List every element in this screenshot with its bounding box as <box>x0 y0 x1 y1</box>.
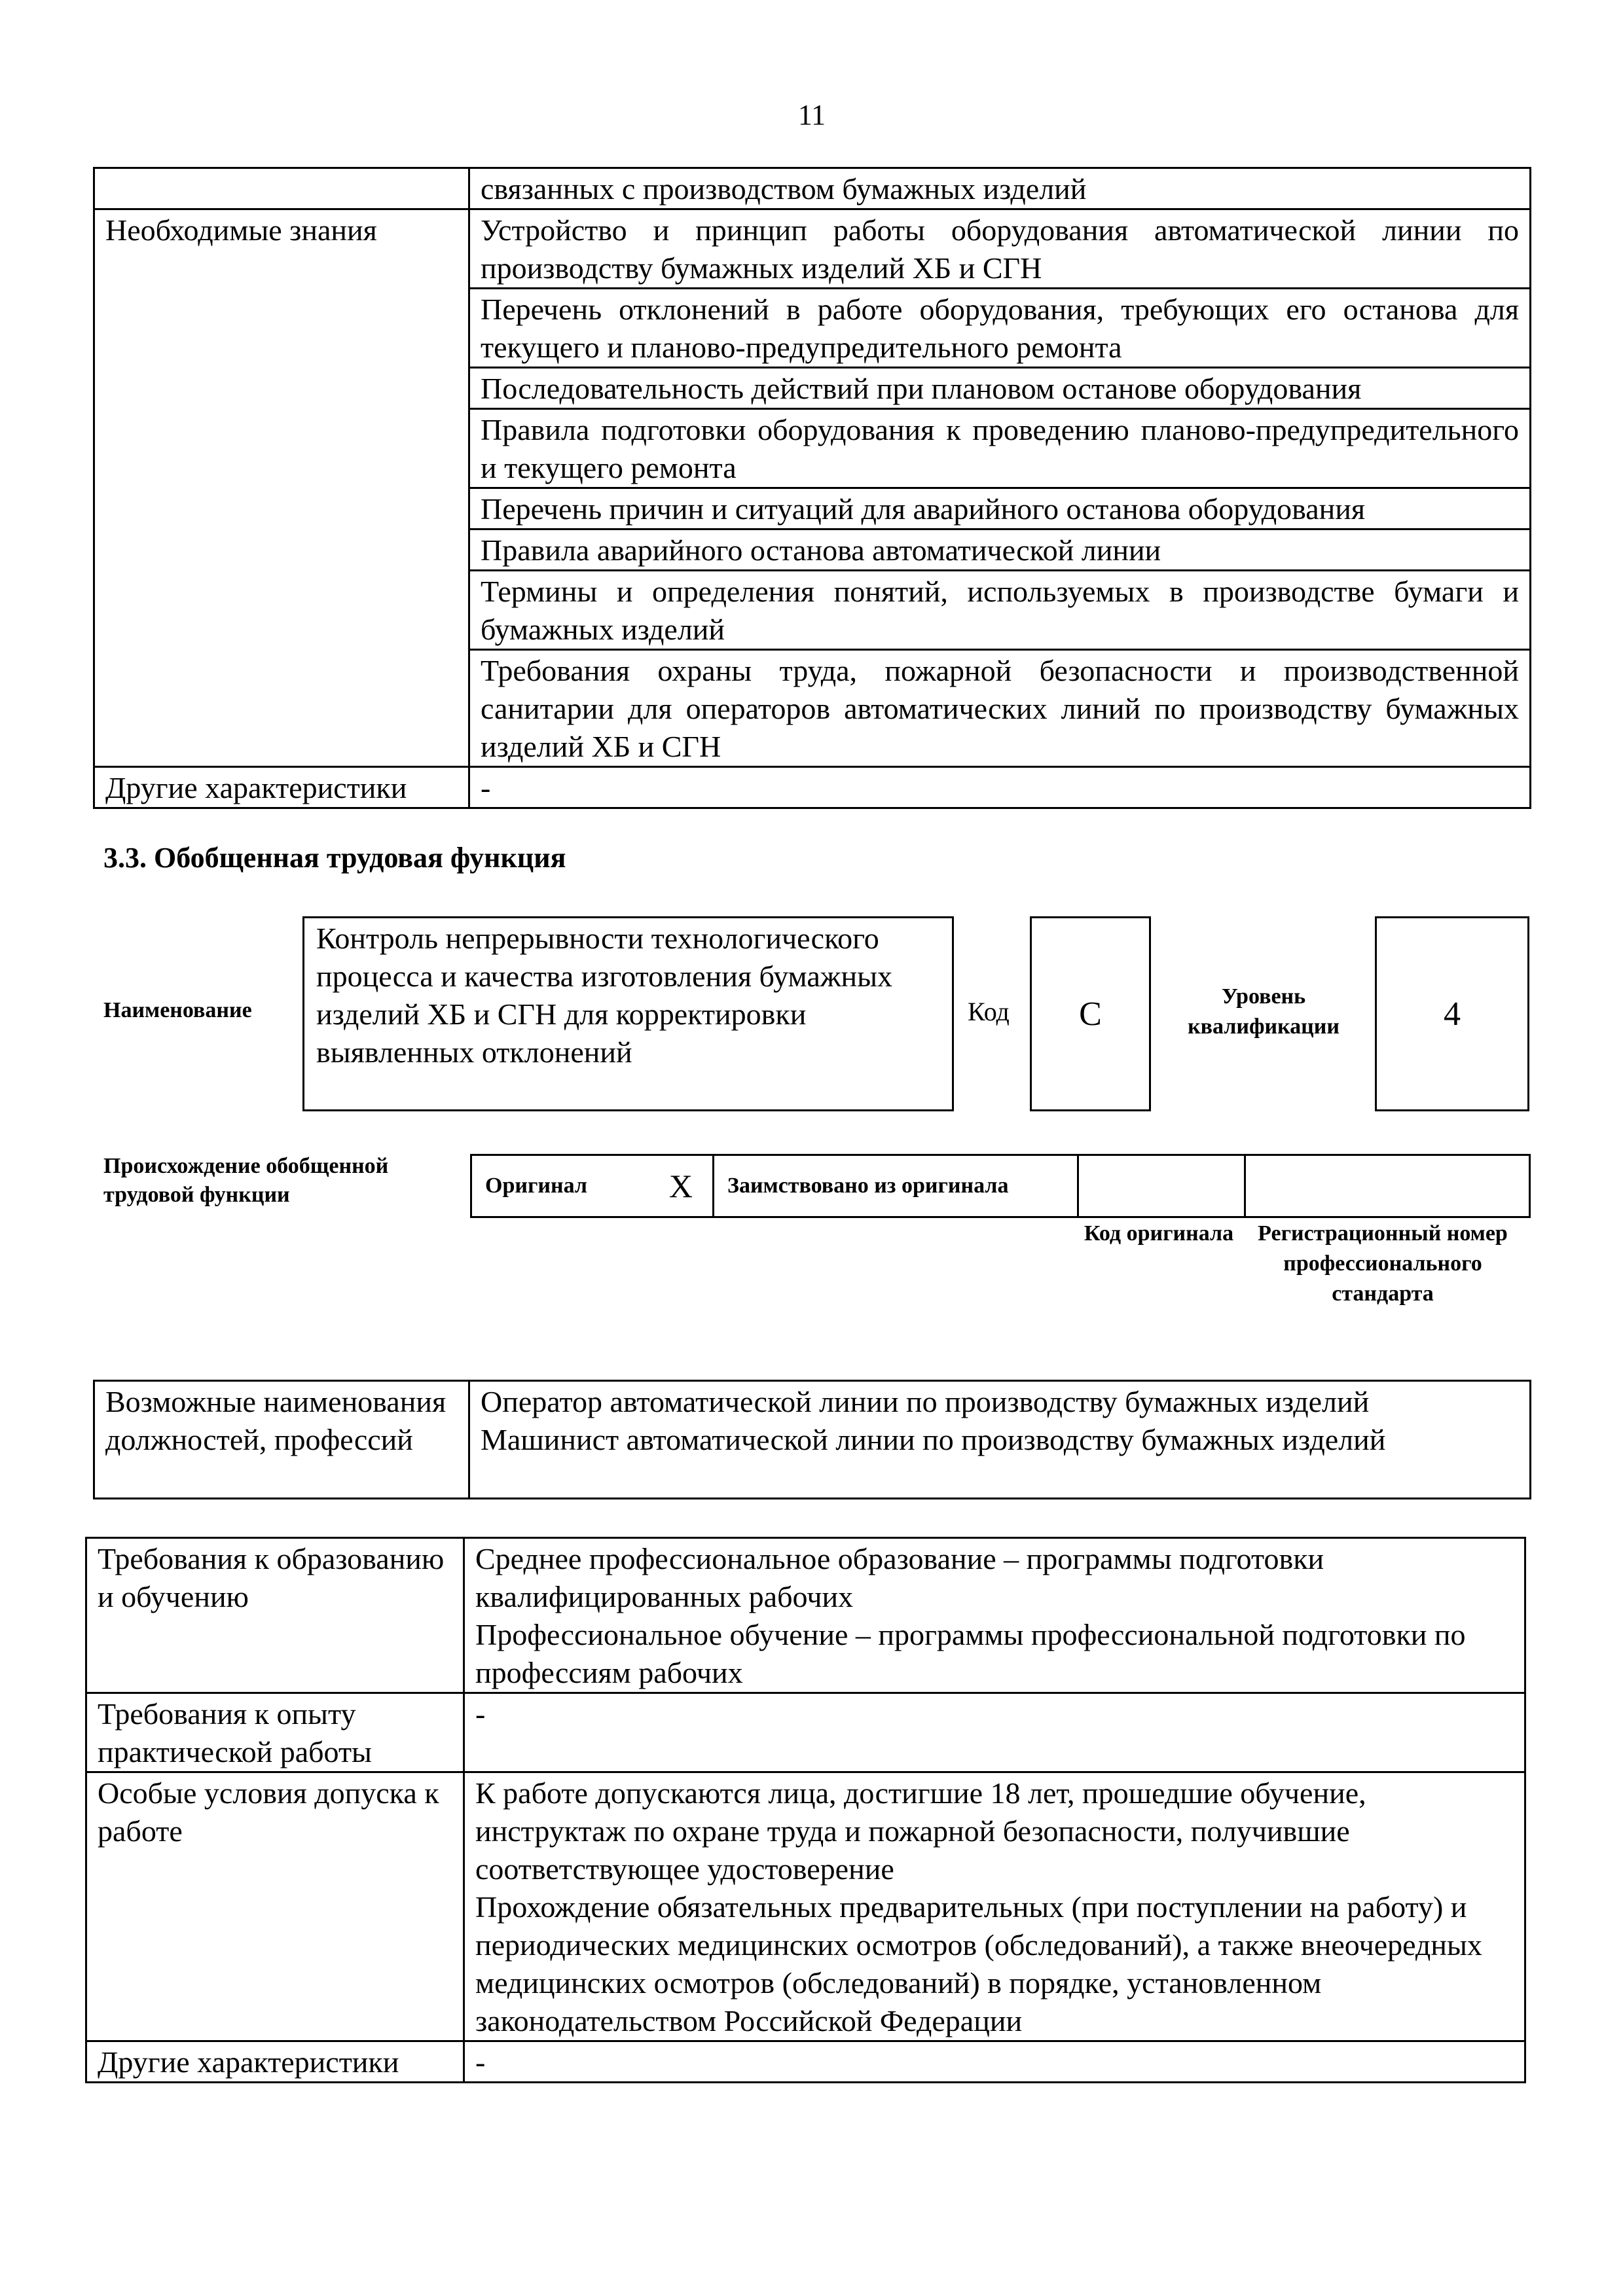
row-value: - <box>469 767 1531 808</box>
function-name-box: Контроль непрерывности технологического процесса и качества изготовления бумажных изделий ХБ и СГН для корректировки выявленных отклонений <box>302 916 954 1111</box>
table-row <box>86 1538 1525 1693</box>
section-heading: 3.3. Обобщенная трудовая функция <box>103 842 566 874</box>
level-value-box: 4 <box>1375 916 1529 1111</box>
requirement-line: К работе допускаются лица, достигшие 18 лет, прошедшие обучение, инструктаж по охране труда и пожарной безопасности, получившие соответствующее удостоверение <box>475 1776 1366 1886</box>
position-item: Оператор автоматической линии по производству бумажных изделий <box>481 1385 1370 1418</box>
page-number: 11 <box>797 99 826 131</box>
table-row <box>94 767 1531 808</box>
requirement-line: Профессиональное обучение – программы профессиональной подготовки по профессиям рабочих <box>475 1618 1466 1689</box>
row-value: - <box>464 2041 1525 2083</box>
original-label: Оригинал <box>485 1174 587 1198</box>
row-label: Требования к образованию и обучению <box>86 1538 464 1693</box>
table-row <box>86 1693 1525 1772</box>
code-label: Код <box>968 997 1010 1026</box>
row-value: Перечень отклонений в работе оборудования, требующих его останова для текущего и планово-предупредительного ремонта <box>469 289 1531 368</box>
row-label: Возможные наименования должностей, профессий <box>94 1381 469 1499</box>
row-value <box>469 1381 1531 1499</box>
row-value: Правила аварийного останова автоматической линии <box>469 529 1531 571</box>
borrowed-label: Заимствовано из оригинала <box>727 1174 1009 1198</box>
row-value: Устройство и принцип работы оборудования автоматической линии по производству бумажных изделий ХБ и СГН <box>469 209 1531 289</box>
row-value <box>464 1772 1525 2041</box>
positions-table <box>93 1380 1531 1499</box>
row-label: Требования к опыту практической работы <box>86 1693 464 1772</box>
table-row <box>94 1381 1531 1499</box>
original-cell <box>472 1156 714 1216</box>
row-value: Перечень причин и ситуаций для аварийного останова оборудования <box>469 488 1531 529</box>
table-row <box>86 1772 1525 2041</box>
origin-row <box>470 1154 1531 1218</box>
row-value: связанных с производством бумажных изделий <box>469 168 1531 209</box>
row-value: - <box>464 1693 1525 1772</box>
reg-number-cell <box>1246 1156 1529 1216</box>
original-mark: X <box>668 1168 693 1204</box>
code-value-box: С <box>1030 916 1151 1111</box>
row-value: Термины и определения понятий, используемых в производстве бумаги и бумажных изделий <box>469 571 1531 650</box>
table-row <box>86 2041 1525 2083</box>
borrowed-cell <box>714 1156 1079 1216</box>
requirement-line: Прохождение обязательных предварительных (при поступлении на работу) и периодических медицинских осмотров (обследований), а также внеочередных медицинских осмотров (обследований) в порядке, установленном законодательством Российской Федерации <box>475 1890 1482 2037</box>
requirement-line: Среднее профессиональное образование – программы подготовки квалифицированных рабочих <box>475 1542 1324 1613</box>
row-label: Другие характеристики <box>86 2041 464 2083</box>
code-caption: Код оригинала <box>1084 1221 1234 1246</box>
row-value <box>464 1538 1525 1693</box>
table-row <box>94 209 1531 289</box>
table-row <box>94 168 1531 209</box>
reg-caption: Регистрационный номер профессионального стандарта <box>1258 1221 1508 1306</box>
row-value: Правила подготовки оборудования к проведению планово-предупредительного и текущего ремонта <box>469 409 1531 488</box>
requirements-table <box>85 1537 1526 2083</box>
original-code-cell <box>1079 1156 1246 1216</box>
row-value: Последовательность действий при плановом останове оборудования <box>469 368 1531 409</box>
row-label <box>94 168 469 209</box>
row-label: Особые условия допуска к работе <box>86 1772 464 2041</box>
level-label: Уровень квалификации <box>1188 984 1340 1039</box>
row-label: Другие характеристики <box>94 767 469 808</box>
row-label: Необходимые знания <box>94 209 469 767</box>
name-label: Наименование <box>103 998 252 1022</box>
row-value: Требования охраны труда, пожарной безопасности и производственной санитарии для операторов автоматических линий по производству бумажных изделий ХБ и СГН <box>469 650 1531 767</box>
knowledge-table <box>93 167 1531 809</box>
position-item: Машинист автоматической линии по производству бумажных изделий <box>481 1423 1386 1456</box>
origin-label: Происхождение обобщенной трудовой функции <box>103 1154 389 1207</box>
